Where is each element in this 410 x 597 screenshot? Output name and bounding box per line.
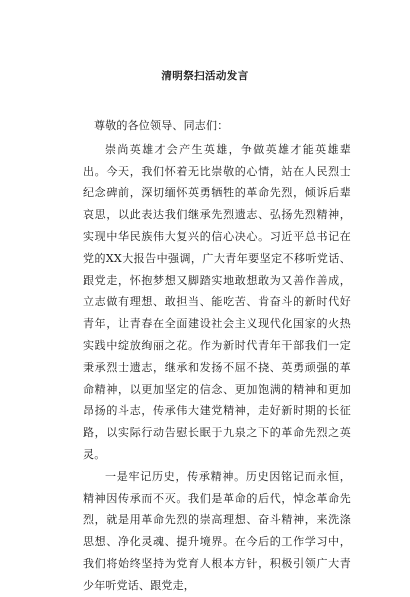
- document-body: [83, 115, 351, 597]
- document-title: 清明祭扫活动发言: [161, 70, 249, 82]
- paragraph: 崇尚英雄才会产生英雄，争做英雄才能英雄辈出。今天，我们怀着无比崇敬的心情，站在人民烈士纪念碑前，深切缅怀英勇牺牲的革命先烈，倾诉后辈哀思，以此表达我们继承先烈遗志、弘扬先烈精神，实现中华民族伟大复兴的信心决心。习近平总书记在党的XX大报告中强调，广大青年要坚定不移听党话、跟党走，怀抱梦想又脚踏实地敢想敢为又善作善成，立志做有理想、敢担当、能吃苦、肯奋斗的新时代好青年，让青春在全面建设社会主义现代化国家的火热实践中绽放绚丽之花。作为新时代青年干部我们一定秉承烈士遗志，继承和发扬不屈不挠、英勇顽强的革命精神，以更加坚定的信念、更加饱满的精神和更加昂扬的斗志，传承伟大建党精神，走好新时期的长征路，以实际行动告慰长眠于九泉之下的革命先烈之英灵。: [83, 142, 351, 461]
- paragraph: 一是牢记历史，传承精神。历史因铭记而永恒，精神因传承而不灭。我们是革命的后代，悼念革命先烈，就是用革命先烈的崇高理想、奋斗精神，来洗涤思想、净化灵魂、提升境界。在今后的工作学习中，我们将始终坚持为党育人根本方针，积极引领广大青少年听党话、跟党走，: [83, 469, 351, 592]
- salutation: 尊敬的各位领导、同志们：: [94, 119, 229, 132]
